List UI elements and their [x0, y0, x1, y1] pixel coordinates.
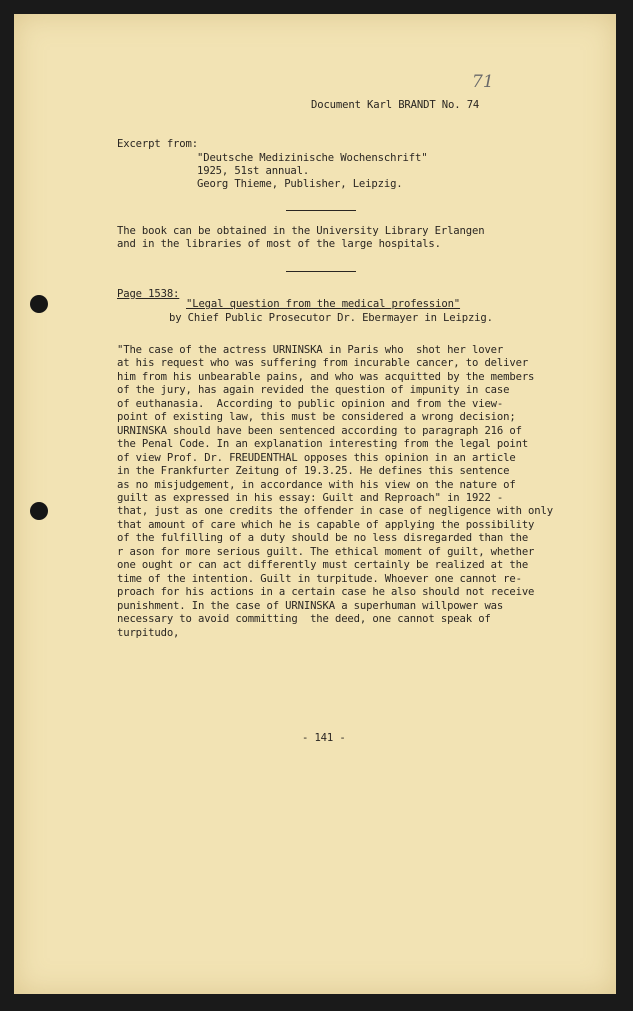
article-title: "Legal question from the medical profession" [186, 298, 461, 310]
body-line: him from his unbearable pains, and who was acquitted by the members [117, 370, 535, 383]
body-line: time of the intention. Guilt in turpitude. Whoever one cannot re- [117, 572, 522, 585]
article-byline: by Chief Public Prosecutor Dr. Ebermayer in Leipzig. [169, 312, 493, 324]
body-line: the Penal Code. In an explanation interesting from the legal point [117, 438, 529, 451]
punch-hole-icon [30, 295, 48, 313]
body-line: punishment. In the case of URNINSKA a superhuman willpower was [117, 599, 504, 612]
handwritten-number: 71 [472, 72, 494, 92]
body-line: that, just as one credits the offender in case of negligence with only [117, 505, 553, 518]
body-line: as no misjudgement, in accordance with his view on the nature of [117, 478, 516, 491]
body-line: proach for his actions in a certain case he also should not receive [117, 586, 535, 599]
source-title: "Deutsche Medizinische Wochenschrift" [197, 152, 428, 164]
body-line: "The case of the actress URNINSKA in Paris who shot her lover [117, 344, 504, 356]
document-label: Document Karl BRANDT No. 74 [311, 99, 480, 111]
body-line: point of existing law, this must be considered a wrong decision; [117, 411, 516, 424]
body-line: one ought or can act differently must certainly be realized at the [117, 559, 529, 572]
page-reference: Page 1538: [117, 288, 180, 300]
body-line: of euthanasia. According to public opinion and from the view- [117, 397, 504, 410]
article-body [117, 344, 597, 640]
divider [286, 210, 356, 211]
body-line: URNINSKA should have been sentenced according to paragraph 216 of [117, 424, 522, 437]
body-line: of the jury, has again revided the question of impunity in case [117, 384, 510, 397]
body-line: that amount of care which he is capable of applying the possibility [117, 518, 535, 531]
document-page [14, 14, 616, 994]
body-line: guilt as expressed in his essay: Guilt and Reproach" in 1922 - [117, 491, 504, 504]
source-year: 1925, 51st annual. [197, 165, 310, 177]
source-publisher: Georg Thieme, Publisher, Leipzig. [197, 178, 403, 190]
excerpt-label: Excerpt from: [117, 138, 198, 150]
body-line: necessary to avoid committing the deed, one cannot speak of [117, 613, 491, 626]
availability-line: The book can be obtained in the University Library Erlangen [117, 225, 485, 237]
availability-line: and in the libraries of most of the large hospitals. [117, 238, 441, 250]
body-line: at his request who was suffering from incurable cancer, to deliver [117, 357, 529, 370]
body-line: turpitudo, [117, 626, 180, 639]
body-line: in the Frankfurter Zeitung of 19.3.25. He defines this sentence [117, 465, 510, 478]
body-line: of view Prof. Dr. FREUDENTHAL opposes this opinion in an article [117, 451, 516, 464]
divider [286, 271, 356, 272]
body-line: r ason for more serious guilt. The ethical moment of guilt, whether [117, 545, 535, 558]
body-line: of the fulfilling of a duty should be no less disregarded than the [117, 532, 529, 545]
punch-hole-icon [30, 502, 48, 520]
page-number: - 141 - [302, 732, 346, 744]
